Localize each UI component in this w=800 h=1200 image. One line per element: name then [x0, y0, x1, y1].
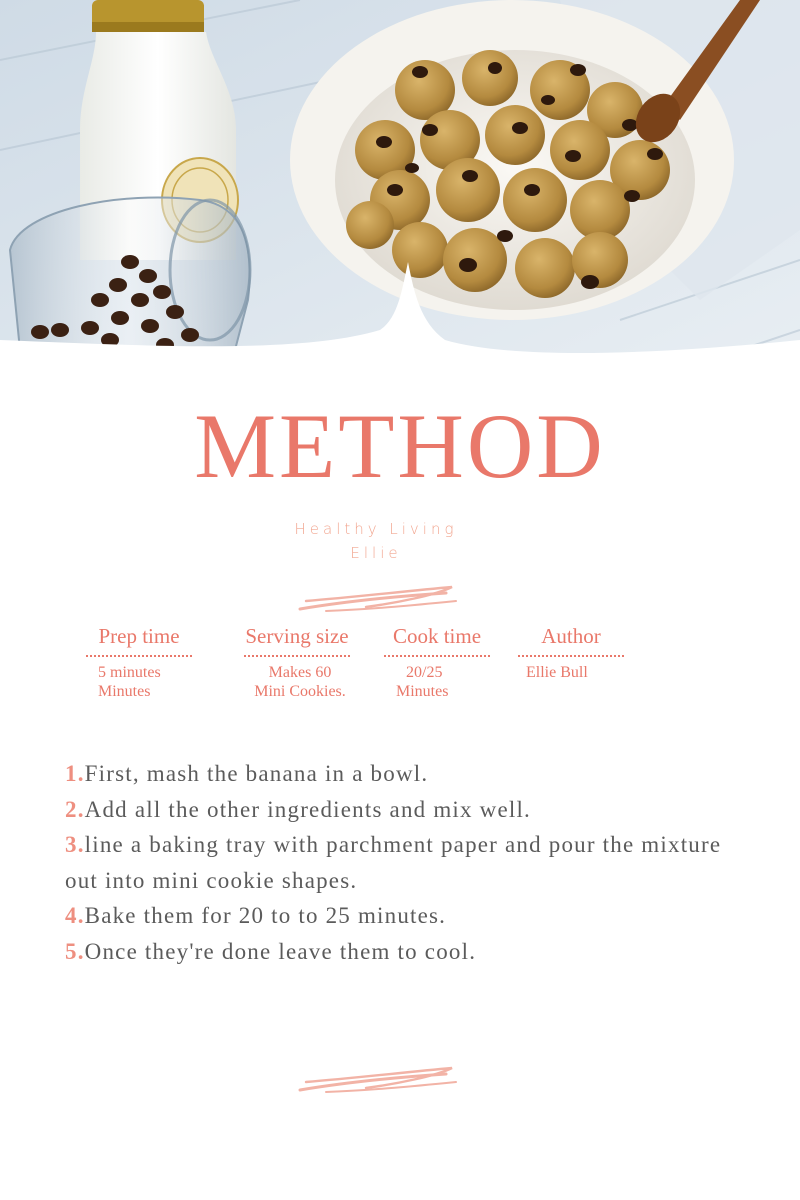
- meta-value: [518, 663, 624, 682]
- meta-prep-time: [86, 624, 192, 714]
- meta-value: [86, 663, 192, 701]
- meta-label: Serving size: [244, 624, 350, 657]
- cookie-bowl-icon: [290, 0, 734, 320]
- meta-label: Cook time: [384, 624, 490, 657]
- meta-value-line-1: Makes 60: [268, 664, 332, 681]
- chocolate-chip-jar-icon: [10, 197, 250, 352]
- step-number: 3.: [65, 832, 85, 857]
- subtitle-line-2: Ellie: [350, 544, 402, 562]
- method-steps: [65, 756, 725, 969]
- meta-value-line-2: Minutes: [396, 683, 449, 700]
- meta-value: [384, 663, 490, 701]
- page-title: METHOD: [194, 395, 606, 497]
- step-item: [65, 827, 725, 898]
- squiggle-divider-icon: [296, 1062, 460, 1096]
- step-text: First, mash the banana in a bowl.: [84, 761, 429, 786]
- meta-value-line-1: 5 minutes: [98, 664, 161, 681]
- subtitle-line-1: Healthy Living: [294, 520, 458, 538]
- step-number: 1.: [65, 761, 85, 786]
- meta-author: [518, 624, 624, 714]
- step-number: 2.: [65, 796, 85, 822]
- meta-serving-size: [244, 624, 350, 714]
- meta-value-line-1: Ellie Bull: [526, 664, 588, 681]
- meta-value: [240, 663, 360, 701]
- step-text: Add all the other ingredients and mix well.: [84, 796, 531, 822]
- squiggle-divider-icon: [296, 581, 460, 615]
- step-number: 5.: [65, 938, 85, 964]
- meta-label: Author: [518, 624, 624, 657]
- step-text: line a baking tray with parchment paper and pour the mixture out into mini cookie shapes.: [65, 832, 722, 893]
- hero-photo: [0, 0, 800, 370]
- meta-label: Prep time: [86, 624, 192, 657]
- step-item: [65, 792, 725, 828]
- step-item: [65, 898, 725, 934]
- step-number: 4.: [65, 903, 85, 928]
- meta-cook-time: [384, 624, 490, 714]
- meta-value-line-2: Minutes: [98, 683, 151, 700]
- meta-value-line-2: Mini Cookies.: [254, 683, 346, 700]
- meta-value-line-1: 20/25: [406, 664, 443, 681]
- step-text: Bake them for 20 to to 25 minutes.: [84, 903, 447, 928]
- step-item: [65, 756, 725, 792]
- step-item: [65, 934, 725, 970]
- step-text: Once they're done leave them to cool.: [84, 938, 477, 964]
